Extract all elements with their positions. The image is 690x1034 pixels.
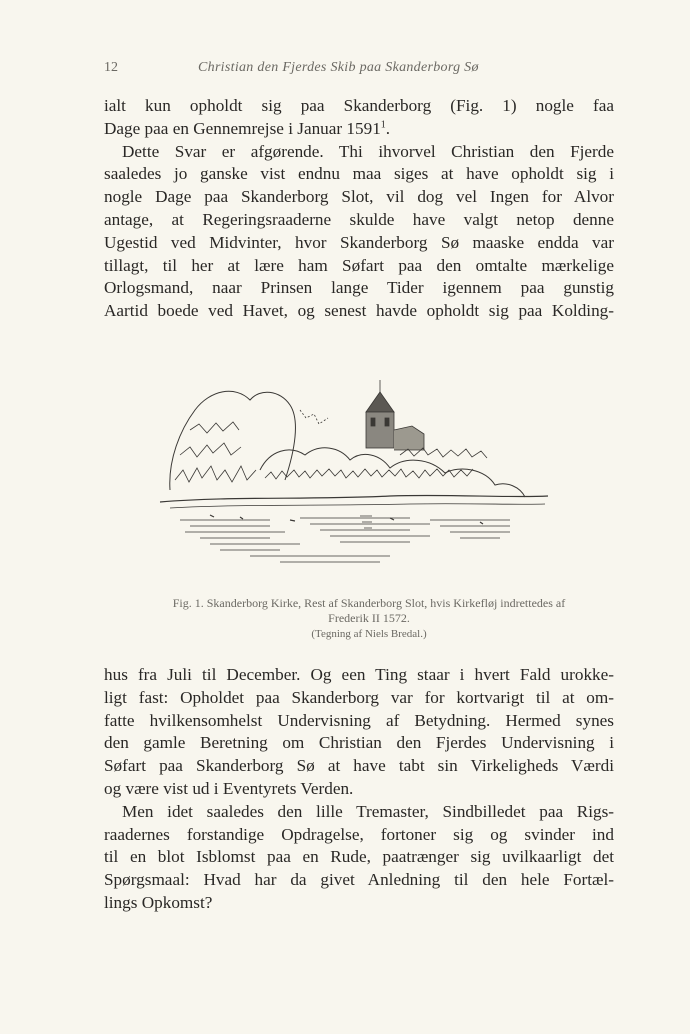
figure-illustration	[150, 360, 555, 580]
caption-line: Fig. 1. Skanderborg Kirke, Rest af Skanderborg Slot, hvis Kirkefløj indrettedes af	[172, 596, 566, 610]
running-header	[104, 60, 616, 80]
text-line: Ugestid ved Midvinter, hvor Skanderborg Sø maaske endda var	[104, 232, 614, 252]
text-block-top	[104, 95, 614, 323]
text-line: Søfart paa Skanderborg Sø at have tabt sin Virkeligheds Værdi	[104, 756, 614, 776]
text-line: Spørgsmaal: Hvad har da givet Anledning til den hele Fortæl-	[104, 870, 614, 890]
text-line: Orlogsmand, naar Prinsen lange Tider igennem paa gunstig	[104, 278, 614, 298]
running-title: Christian den Fjerdes Skib paa Skanderborg Sø	[198, 60, 479, 75]
footnote-marker: 1	[380, 119, 386, 131]
text-block-bottom	[104, 664, 614, 915]
text-line: saaledes jo ganske vist endnu maa siges at have opholdt sig i	[104, 164, 614, 184]
text-line: fatte hvilkensomhelst Undervisning af Betydning. Hermed synes	[104, 710, 614, 730]
text-line: Dette Svar er afgørende. Thi ihvorvel Christian den Fjerde	[122, 141, 614, 161]
text-line: Dage paa en Gennemrejse i Januar 1591$^1$.	[104, 118, 391, 138]
text-line: raadernes forstandige Opdragelse, fortoner sig og svinder ind	[104, 824, 614, 844]
text-line: og være vist ud i Eventyrets Verden.	[104, 778, 354, 798]
text-line: til en blot Isblomst paa en Rude, paatrænger sig uvilkaarligt det	[104, 847, 614, 867]
page-number: 12	[104, 60, 118, 75]
text-line: ligt fast: Opholdet paa Skanderborg var for kortvarigt til at om-	[104, 687, 614, 707]
text-line: lings Opkomst?	[104, 892, 213, 912]
text-line: antage, at Regeringsraaderne skulde have valgt netop denne	[104, 209, 614, 229]
text-line: den gamle Beretning om Christian den Fjerdes Undervisning i	[104, 733, 614, 753]
text-line: ialt kun opholdt sig paa Skanderborg (Fig. 1) nogle faa	[104, 96, 614, 115]
figure-caption	[104, 596, 634, 642]
caption-line: Frederik II 1572.	[328, 611, 410, 625]
text-line: nogle Dage paa Skanderborg Slot, vil dog vel Ingen for Alvor	[104, 187, 614, 207]
text-line: Men idet saaledes den lille Tremaster, Sindbilledet paa Rigs-	[122, 801, 614, 821]
caption-credit: (Tegning af Niels Bredal.)	[311, 628, 427, 640]
text-line: Aartid boede ved Havet, og senest havde opholdt sig paa Kolding-	[104, 301, 614, 321]
text-line: tillagt, til her at lære ham Søfart paa den omtalte mærkelige	[104, 255, 614, 275]
text-line: hus fra Juli til December. Og een Ting staar i hvert Fald urokke-	[104, 665, 614, 684]
